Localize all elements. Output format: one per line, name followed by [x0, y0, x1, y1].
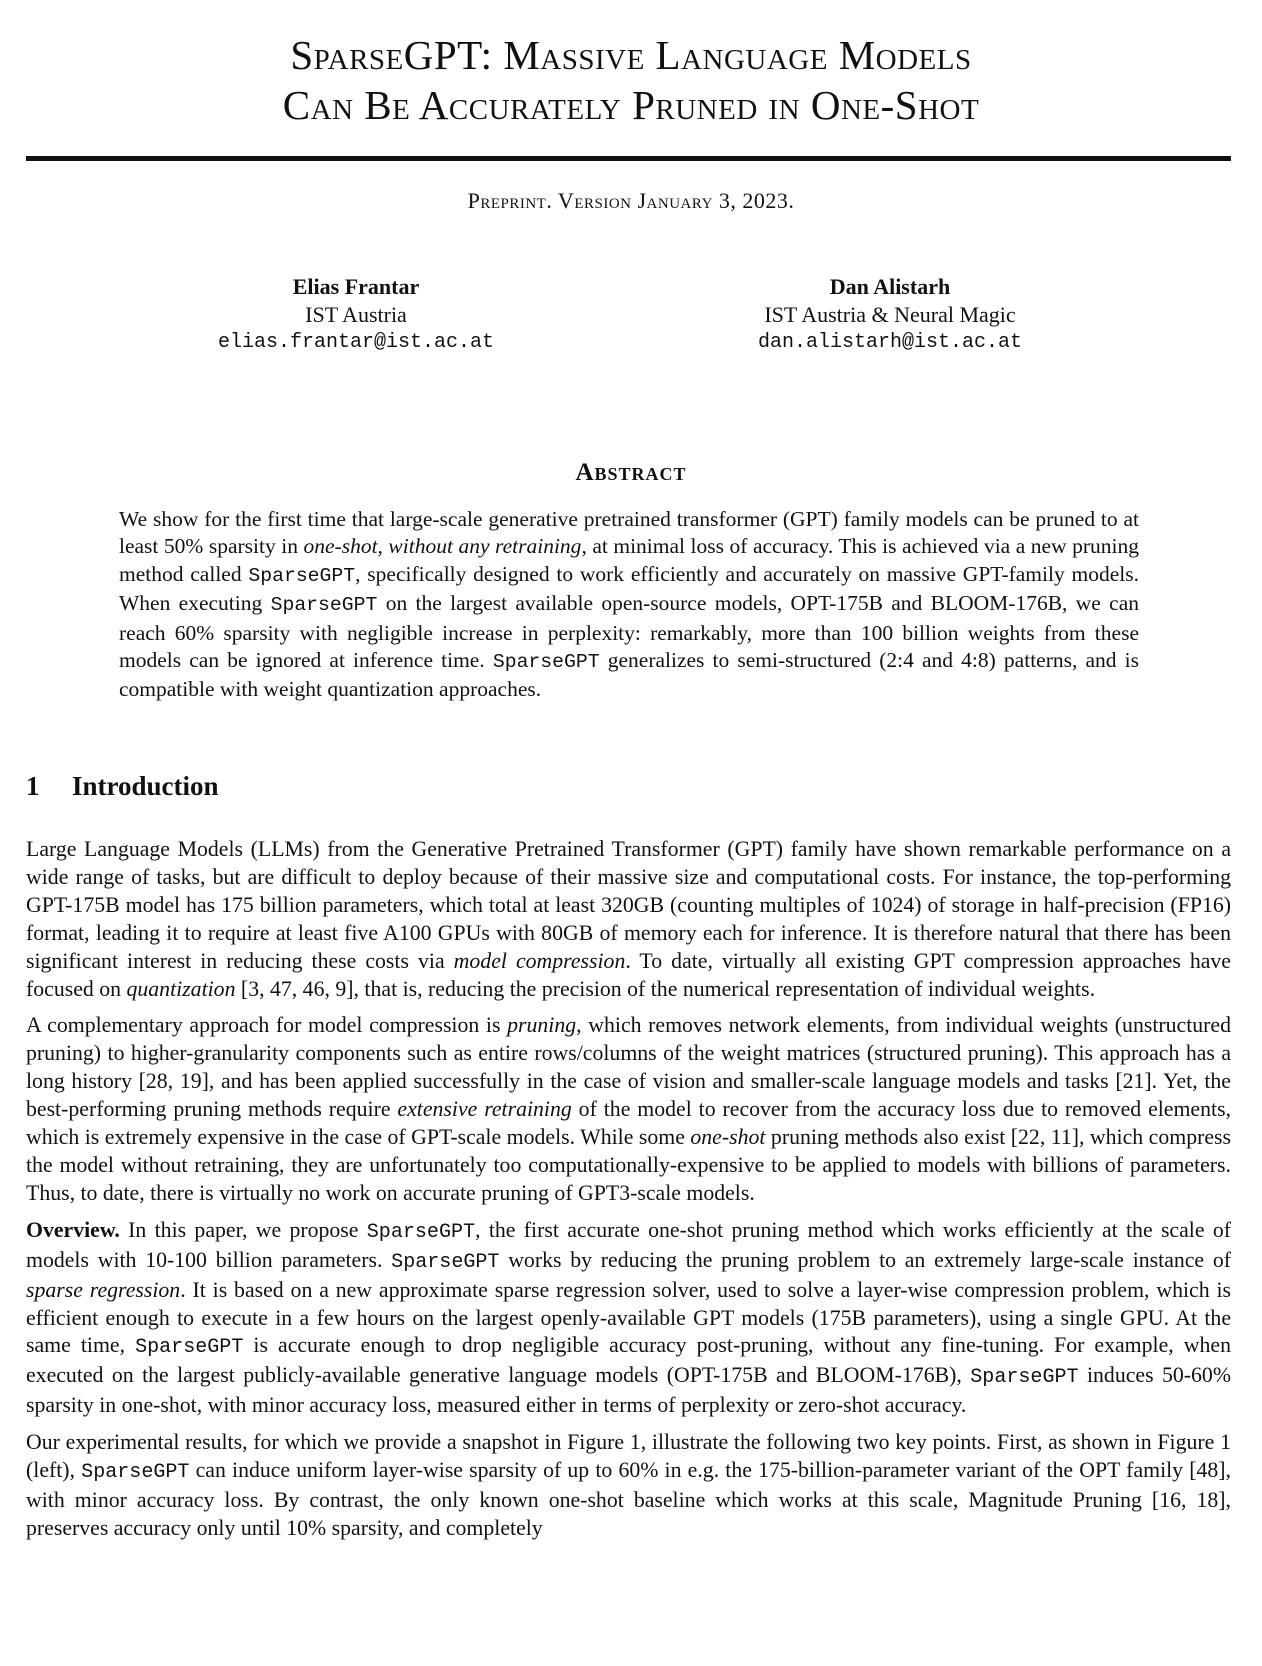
text-run: In this paper, we propose	[119, 1217, 367, 1242]
abstract-text-run: , specifically designed to work efficiently and accurately on massive GPT-family models. When executing	[119, 561, 1139, 616]
text-run: , the first accurate one-shot pruning method which works efficiently at the scale of models with 10-100 billion parameters.	[26, 1217, 1231, 1272]
text-run: induces 50-60% sparsity in one-shot, with minor accuracy loss, measured either in terms of perplexity or zero-shot accuracy.	[26, 1363, 1231, 1418]
text-run: of the model to recover from the accuracy loss due to removed elements, which is extremely expensive in the case of GPT-scale models. While some	[26, 1097, 1231, 1150]
paragraph-2	[26, 1012, 1231, 1207]
method-name: SparseGPT	[970, 1366, 1079, 1390]
author-email: dan.alistarh@ist.ac.at	[757, 331, 1023, 354]
method-name: SparseGPT	[248, 564, 356, 587]
abstract-text-run: We show for the first time that large-scale generative pretrained transformer (GPT) family models can be pruned to at least 50% sparsity in	[119, 507, 1139, 559]
paragraph-1	[26, 836, 1231, 1003]
abstract-heading: Abstract	[575, 459, 687, 486]
author-block-2	[690, 273, 1090, 357]
section-heading	[26, 771, 219, 802]
title-rule	[26, 156, 1231, 161]
emphasis: sparse regression	[26, 1277, 181, 1302]
section-number: 1	[26, 771, 40, 801]
text-run: . It is based on a new approximate sparse regression solver, used to solve a layer-wise compression problem, which is efficient enough to execute in a few hours on the largest openly-available GPT models (175B parameters), using a single GPU. At the same time,	[26, 1277, 1231, 1358]
text-run: , which removes network elements, from individual weights (unstructured pruning) to higher-granularity components such as entire rows/columns of the weight matrices (structured pruning). This approach has a long history [28, 19], and has been applied successfully in the case of vision and smaller-scale language models and tasks [21]. Yet, the best-performing pruning methods require	[26, 1013, 1231, 1122]
method-name: SparseGPT	[492, 651, 600, 674]
abstract-text-run: , at minimal loss of accuracy. This is achieved via a new pruning method called	[119, 534, 1140, 586]
text-run: Our experimental results, for which we provide a snapshot in Figure 1, illustrate the following two key points. First, as shown in Figure 1 (left),	[26, 1430, 1231, 1483]
text-run: [3, 47, 46, 9], that is, reducing the precision of the numerical representation of individual weights.	[235, 976, 1096, 1001]
author-name: Elias Frantar	[292, 274, 420, 299]
paragraph-3	[26, 1217, 1231, 1420]
method-name: SparseGPT	[366, 1220, 476, 1244]
author-email: elias.frantar@ist.ac.at	[217, 331, 495, 354]
method-name: SparseGPT	[81, 1461, 190, 1485]
emphasis: pruning	[507, 1013, 577, 1038]
text-run: A complementary approach for model compression is	[26, 1013, 508, 1038]
text-run: is accurate enough to drop negligible accuracy post-pruning, without any fine-tuning. For example, when executed on the largest publicly-available generative language models (OPT-175B and BLOOM-176B),	[26, 1333, 1231, 1388]
abstract-text-run: on the largest available open-source models, OPT-175B and BLOOM-176B, we can reach 60% sparsity with negligible increase in perplexity: remarkably, more than 100 billion weights from these models can be ignored at inference time.	[119, 591, 1139, 673]
method-name: SparseGPT	[391, 1250, 500, 1274]
author-block-1	[206, 273, 506, 357]
title-line-1: SparseGPT: Massive Language Models	[290, 32, 972, 78]
author-name: Dan Alistarh	[829, 274, 951, 299]
emphasis: quantization	[126, 976, 236, 1001]
author-affiliation: IST Austria	[305, 302, 407, 327]
preprint-note: Preprint. Version January 3, 2023.	[467, 188, 795, 213]
paragraph-4	[26, 1429, 1231, 1543]
abstract-text-run: generalizes to semi-structured (2:4 and 4:8) patterns, and is compatible with weight quantization approaches.	[119, 648, 1139, 702]
emphasis: model compression	[453, 948, 626, 973]
body-text	[26, 836, 1231, 1552]
section-title: Introduction	[72, 771, 219, 801]
emphasis: extensive retraining	[397, 1097, 572, 1122]
method-name: SparseGPT	[270, 594, 378, 617]
title-line-2: Can Be Accurately Pruned in One-Shot	[282, 82, 980, 128]
method-name: SparseGPT	[135, 1336, 244, 1360]
runin-heading: Overview.	[26, 1217, 120, 1242]
text-run: . To date, virtually all existing GPT compression approaches have focused on	[26, 948, 1231, 1001]
paper-title	[0, 30, 1262, 130]
text-run: works by reducing the pruning problem to an extremely large-scale instance of	[499, 1247, 1232, 1272]
author-affiliation: IST Austria & Neural Magic	[764, 302, 1016, 327]
text-run: can induce uniform layer-wise sparsity of up to 60% in e.g. the 175-billion-parameter variant of the OPT family [48], with minor accuracy loss. By contrast, the only known one-shot baseline which works at this scale, Magnitude Pruning [16, 18], preserves accuracy only until 10% sparsity, and completely	[26, 1458, 1231, 1540]
text-run: pruning methods also exist [22, 11], which compress the model without retraining, they are unfortunately too computationally-expensive to be applied to models with billions of parameters. Thus, to date, there is virtually no work on accurate pruning of GPT3-scale models.	[26, 1125, 1231, 1205]
text-run: Large Language Models (LLMs) from the Generative Pretrained Transformer (GPT) family have shown remarkable performance on a wide range of tasks, but are difficult to deploy because of their massive size and computational costs. For instance, the top-performing GPT-175B model has 175 billion parameters, which total at least 320GB (counting multiples of 1024) of storage in half-precision (FP16) format, leading it to require at least five A100 GPUs with 80GB of memory each for inference. It is therefore natural that there has been significant interest in reducing these costs via	[26, 837, 1231, 973]
abstract-text	[119, 506, 1139, 704]
emphasis: one-shot	[690, 1125, 766, 1150]
abstract-emphasis: one-shot, without any retraining	[303, 534, 582, 559]
